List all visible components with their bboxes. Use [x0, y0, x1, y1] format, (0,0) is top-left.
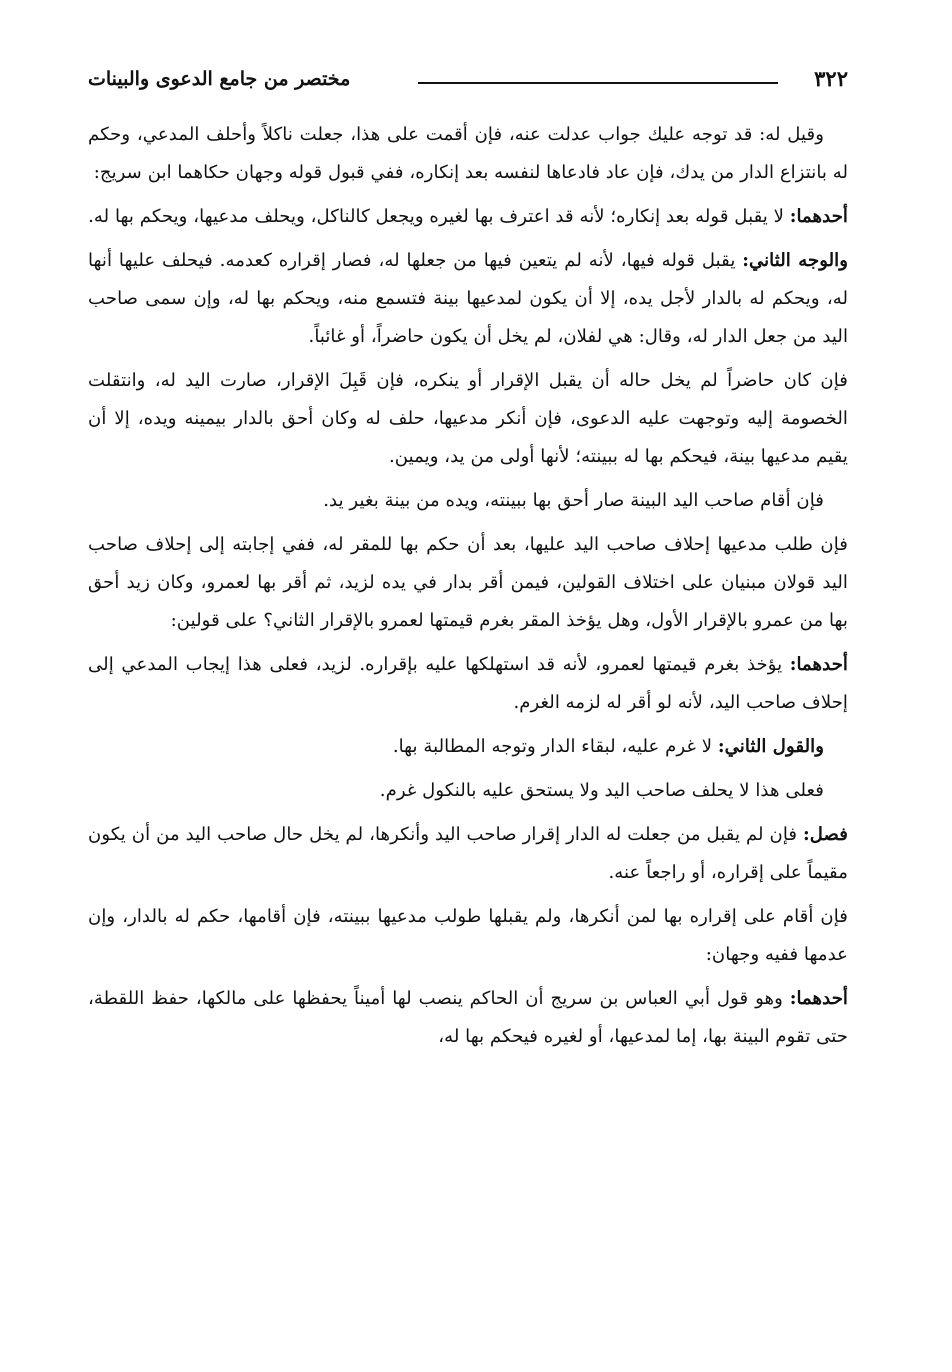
paragraph-text: فإن أقام على إقراره بها لمن أنكرها، ولم يقبلها طولب مدعيها ببينته، فإن أقامها، حكم له بالدار، وإن عدمها ففيه وجهان:	[88, 906, 848, 965]
paragraph-label: والوجه الثاني:	[742, 250, 848, 271]
paragraph-text: فعلى هذا لا يحلف صاحب اليد ولا يستحق عليه بالنكول غرم.	[379, 780, 824, 801]
paragraph-text: فإن طلب مدعيها إحلاف صاحب اليد عليها، بعد أن حكم بها للمقر له، ففي إجابته إلى إحلاف صاحب اليد قولان مبنيان على اختلاف القولين، فيمن أقر بدار في يده لزيد، ثم أقر بها لعمرو، وكان زيد أحق بها من عمرو بالإقرار الأول، وهل يؤخذ المقر بغرم قيمتها لعمرو بالإقرار الثاني؟ على قولين:	[88, 534, 848, 631]
paragraph	[88, 980, 848, 1056]
paragraph	[88, 728, 848, 766]
paragraph-text: فإن كان حاضراً لم يخل حاله أن يقبل الإقرار أو ينكره، فإن قَبِلَ الإقرار، صارت اليد له، وانتقلت الخصومة إليه وتوجهت عليه الدعوى، فإن أنكر مدعيها، حلف له وكان أحق بالدار بيمينه ويده، إلا أن يقيم مدعيها بينة، فيحكم بها له ببينته؛ لأنها أولى من يد، ويمين.	[88, 370, 848, 467]
section-label: فصل:	[803, 824, 848, 845]
paragraph-label: أحدهما:	[789, 654, 848, 675]
paragraph	[88, 646, 848, 722]
paragraph-text: لا غرم عليه، لبقاء الدار وتوجه المطالبة بها.	[392, 736, 718, 757]
paragraph	[88, 526, 848, 640]
paragraph	[88, 116, 848, 192]
paragraph-label: أحدهما:	[789, 206, 848, 227]
paragraph-text: لا يقبل قوله بعد إنكاره؛ لأنه قد اعترف بها لغيره ويجعل كالناكل، ويحلف مدعيها، ويحكم بها له.	[88, 206, 790, 227]
paragraph-text: يؤخذ بغرم قيمتها لعمرو، لأنه قد استهلكها عليه بإقراره. لزيد، فعلى هذا إيجاب المدعي إلى إحلاف صاحب اليد، لأنه لو أقر له لزمه الغرم.	[88, 654, 848, 713]
running-title: مختصر من جامع الدعوى والبينات	[88, 68, 351, 90]
header-rule	[418, 82, 778, 84]
paragraph	[88, 242, 848, 356]
page-header	[88, 64, 848, 96]
paragraph-text: فإن أقام صاحب اليد البينة صار أحق بها ببينته، ويده من بينة بغير يد.	[323, 490, 824, 511]
page-number: ٣٢٢	[814, 66, 848, 91]
paragraph	[88, 898, 848, 974]
paragraph	[88, 482, 848, 520]
paragraph	[88, 772, 848, 810]
paragraph-text: يقبل قوله فيها، لأنه لم يتعين فيها من جعلها له، فصار إقراره كعدمه. فيحلف عليها أنها له، ويحكم له بالدار لأجل يده، إلا أن يكون لمدعيها بينة فتسمع منه، ويحكم بها له، وإن سمى صاحب اليد من جعل الدار له، وقال: هي لفلان، لم يخل أن يكون حاضراً، أو غائباً.	[88, 250, 848, 347]
page-body	[88, 116, 848, 1062]
paragraph	[88, 362, 848, 476]
paragraph-label: والقول الثاني:	[717, 736, 824, 757]
paragraph	[88, 816, 848, 892]
paragraph-text: وقيل له: قد توجه عليك جواب عدلت عنه، فإن أقمت على هذا، جعلت ناكلاً وأحلف المدعي، وحكم له بانتزاع الدار من يدك، فإن عاد فادعاها لنفسه بعد إنكاره، ففي قبول قوله وجهان حكاهما ابن سريج:	[88, 124, 848, 183]
paragraph-text: فإن لم يقبل من جعلت له الدار إقرار صاحب اليد وأنكرها، لم يخل حال صاحب اليد من أن يكون مقيماً على إقراره، أو راجعاً عنه.	[88, 824, 848, 883]
paragraph	[88, 198, 848, 236]
paragraph-label: أحدهما:	[789, 988, 848, 1009]
paragraph-text: وهو قول أبي العباس بن سريج أن الحاكم ينصب لها أميناً يحفظها على مالكها، حفظ اللقطة، حتى تقوم البينة بها، إما لمدعيها، أو لغيره فيحكم بها له،	[88, 988, 848, 1047]
